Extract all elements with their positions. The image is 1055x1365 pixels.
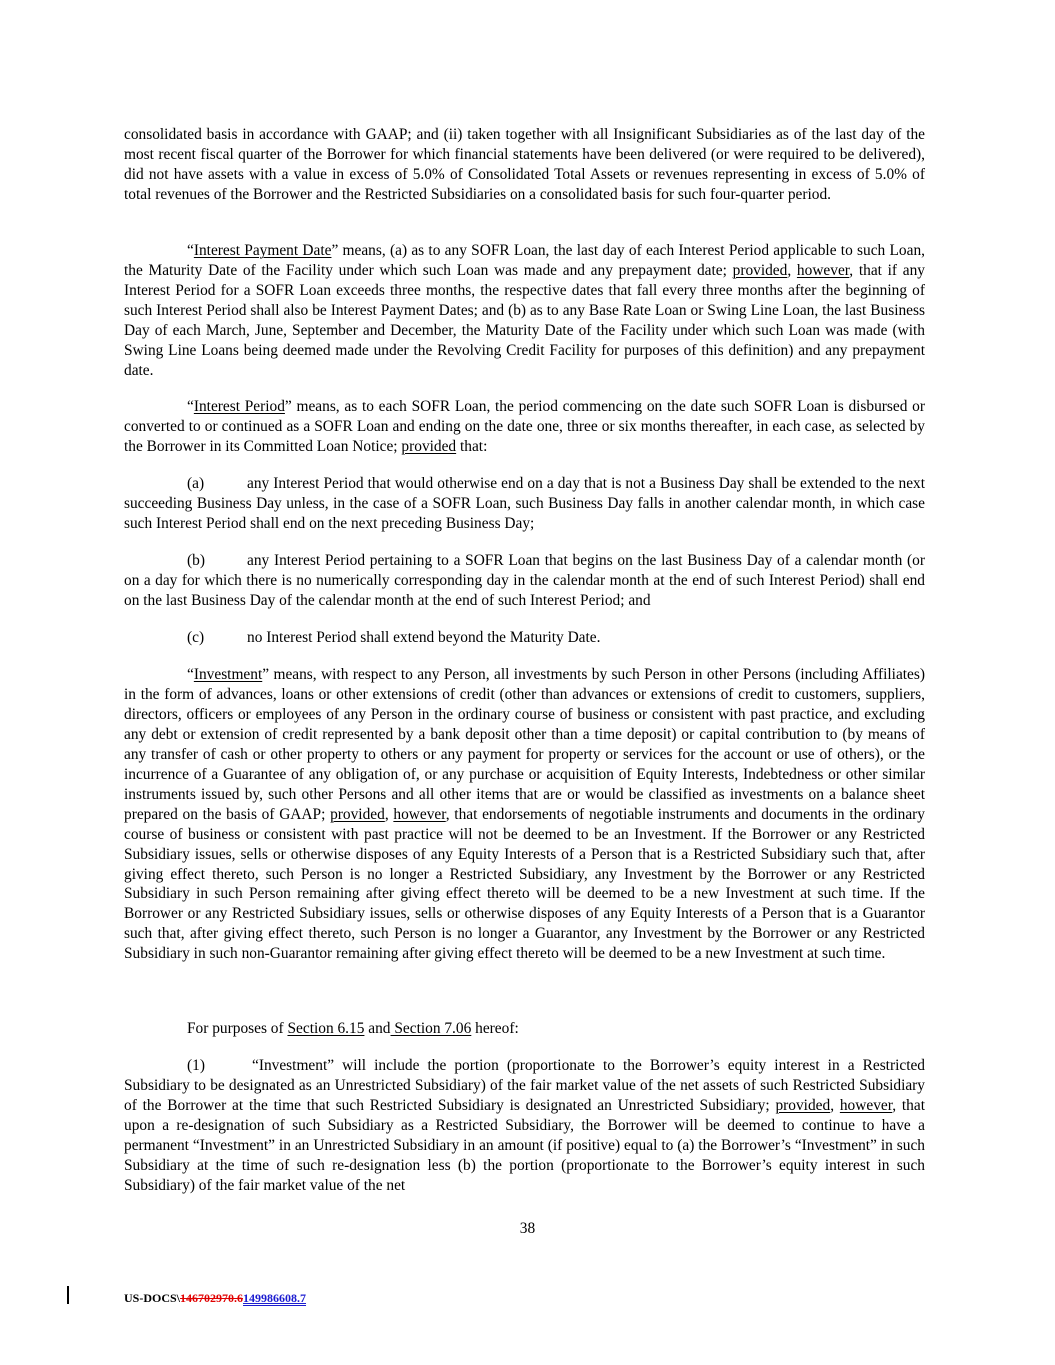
- purposes-text: hereof:: [471, 1020, 519, 1037]
- provided-term: provided: [732, 261, 788, 279]
- definition-text: ” means, with respect to any Person, all investments by such Person in other Persons (including Affiliates) in the form of advances, loans or other extensions of credit (other than advances or extensions of credit to customers, suppliers, directors, officers or employees of any Person in the ordinary course of business or consistent with past practice, and excluding any debt or extension of credit represented by a bank deposit other than a time deposit) or capital contribution to (by means of any transfer of cash or other property to others or any payment for property or services for the account or use of others), or the incurrence of a Guarantee of any obligation of, or any purchase or acquisition of Equity Interests, Indebtedness or other similar instruments issued by, such other Persons and all other items that are or would be classified as investments on a balance sheet prepared on the basis of GAAP;: [124, 666, 925, 823]
- definition-text: , that endorsements of negotiable instruments and documents in the ordinary course of business or consistent with past practice will not be deemed to be an Investment. If the Borrower or any Restricted Subsidiary issues, sells or otherwise disposes of any Equity Interests of a Person that is a Restricted Subsidiary such that, after giving effect thereto, such Person is no longer a Restricted Subsidiary, any Investment by the Borrower or any Restricted Subsidiary in such Person remaining after giving effect thereto will be deemed to be a new Investment at such time. If the Borrower or any Restricted Subsidiary issues, sells or otherwise disposes of any Equity Interests of a Person that is a Guarantor such that, after giving effect thereto, such Person is no longer a Guarantor, any Investment by the Borrower or any Restricted Subsidiary in such non-Guarantor remaining after giving effect thereto will be deemed to be a new Investment at such time.: [124, 805, 925, 963]
- purposes-text: and: [364, 1020, 391, 1037]
- separator: ,: [384, 805, 394, 823]
- defined-term-interest-period: Interest Period: [193, 398, 285, 415]
- definition-text: that:: [456, 437, 488, 455]
- definition-text: ” means, as to each SOFR Loan, the period commencing on the date such SOFR Loan is disbursed or converted to or continued as a SOFR Loan and ending on the date one, three or six months thereafter, in each case, as selected by the Borrower in its Committed Loan Notice;: [124, 398, 925, 455]
- paragraph-insignificant-subsidiary-continued: consolidated basis in accordance with GAAP; and (ii) taken together with all Insignificant Subsidiaries as of the last day of the most recent fiscal quarter of the Borrower for which financial statements have been delivered (or were required to be delivered), did not have assets with a value in excess of 5.0% of Consolidated Total Assets or revenues representing in excess of 5.0% of total revenues of the Borrower and the Restricted Subsidiaries on a consolidated basis for such four-quarter period.: [124, 126, 925, 203]
- definition-interest-period: [124, 397, 925, 457]
- page-number: 38: [519, 1220, 536, 1237]
- footer-prefix: US-DOCS\: [124, 1291, 181, 1305]
- inserted-reference: 149986608.7: [243, 1291, 307, 1305]
- clause-b: [124, 551, 925, 611]
- however-term: however: [796, 261, 850, 279]
- definition-text: ” means, (a) as to any SOFR Loan, the last day of each Interest Period applicable to such Loan, the Maturity Date of the Facility under which such Loan was made and any prepayment date;: [124, 242, 925, 279]
- section-7-06-reference: Section 7.06: [390, 1020, 472, 1037]
- document-reference-footer: [124, 1289, 306, 1309]
- clause-text: , that upon a re-designation of such Subsidiary as a Restricted Subsidiary, the Borrower will be deemed to continue to have a permanent “Investment” in an Unrestricted Subsidiary in an amount (if positive) equal to (a) the Borrower’s “Investment” in such Subsidiary at the time of such re-designation less (b) the portion (proportionate to the Borrower’s equity interest in such Subsidiary) of the fair market value of the net: [124, 1096, 925, 1194]
- defined-term-interest-payment-date: Interest Payment Date: [193, 242, 332, 259]
- open-quote: “: [187, 242, 194, 259]
- however-term: however: [839, 1096, 893, 1114]
- provided-term: provided: [330, 805, 385, 823]
- clause-label: (c): [187, 629, 205, 646]
- open-quote: “: [187, 398, 194, 415]
- clause-1: [124, 1056, 925, 1196]
- however-term: however: [393, 805, 446, 823]
- purposes-text: For purposes of: [187, 1020, 288, 1037]
- defined-term-investment: Investment: [193, 666, 263, 683]
- separator: ,: [830, 1096, 840, 1114]
- separator: ,: [787, 261, 797, 279]
- definition-investment: [124, 665, 925, 964]
- clause-label: (b): [187, 552, 205, 569]
- clause-label: (a): [187, 475, 205, 492]
- change-bar: [67, 1286, 69, 1304]
- definition-text: , that if any Interest Period for a SOFR Loan exceeds three months, the respective dates that fall every three months after the beginning of such Interest Period shall also be Interest Payment Dates; and (b) as to any Base Rate Loan or Swing Line Loan, the last Business Day of each March, June, September and December, the Maturity Date of the Facility under which such Loan was made (with Swing Line Loans being deemed made under the Revolving Credit Facility for purposes of this definition) and any prepayment date.: [124, 261, 926, 379]
- clause-c: [124, 628, 925, 648]
- clause-text: “Investment” will include the portion (proportionate to the Borrower’s equity interest in a Restricted Subsidiary to be designated as an Unrestricted Subsidiary) of the fair market value of the net assets of such Restricted Subsidiary of the Borrower at the time that such Restricted Subsidiary is designated an Unrestricted Subsidiary;: [124, 1057, 925, 1114]
- for-purposes-paragraph: [124, 1019, 925, 1039]
- clause-text: any Interest Period pertaining to a SOFR Loan that begins on the last Business Day of a calendar month (or on a day for which there is no numerically corresponding day in the calendar month at the end of such Interest Period) shall end on the last Business Day of the calendar month at the end of such Interest Period; and: [124, 552, 925, 609]
- deleted-reference: 146702970.6: [180, 1291, 244, 1305]
- open-quote: “: [187, 666, 194, 683]
- definition-interest-payment-date: [124, 241, 925, 381]
- clause-a: [124, 474, 925, 534]
- clause-text: no Interest Period shall extend beyond the Maturity Date.: [247, 629, 601, 646]
- section-6-15-reference: Section 6.15: [287, 1020, 365, 1037]
- clause-label: (1): [187, 1057, 205, 1074]
- provided-term: provided: [775, 1096, 831, 1114]
- clause-text: any Interest Period that would otherwise end on a day that is not a Business Day shall be extended to the next succeeding Business Day unless, in the case of a SOFR Loan, such Business Day falls in another calendar month, in which case such Interest Period shall end on the next preceding Business Day;: [124, 475, 925, 532]
- provided-term: provided: [401, 437, 457, 455]
